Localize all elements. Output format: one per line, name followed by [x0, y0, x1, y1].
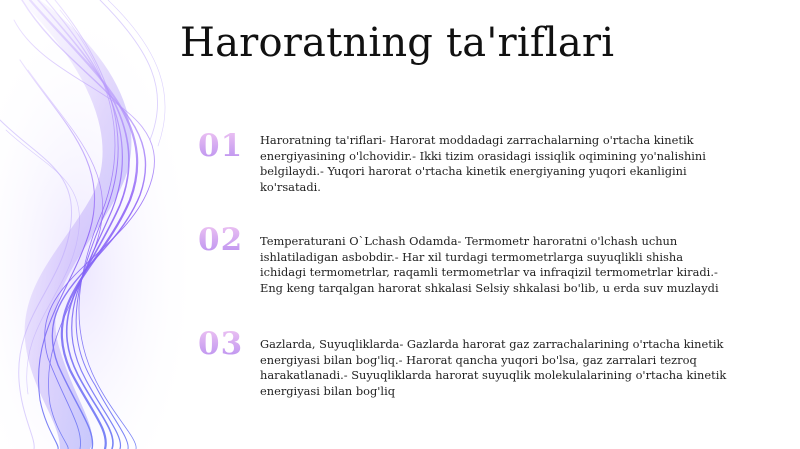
item-number-3: 03: [198, 326, 244, 362]
item-text-2: Temperaturani O`Lchash Odamda- Termometr haroratni o'lchash uchun ishlatiladigan asbobdir.- Har xil turdagi termometrlarga suyuqlikli shisha ichidagi termometrlar, raqamli termometrlar va infraqizil termometrlar kiradi.- Eng keng tarqalgan harorat shkalasi Selsiy shkalasi bo'lib, u erda suv muzlaydi: [260, 234, 719, 295]
item-text-1: Haroratning ta'riflari- Harorat moddadagi zarrachalarning o'rtacha kinetik energiyasining o'lchovidir.- Ikki tizim orasidagi issiqlik oqimining yo'nalishini belgilaydi.- Yuqori harorat o'rtacha kinetik energiyaning yuqori ekanligini ko'rsatadi.: [260, 133, 706, 194]
slide-title: Haroratning ta'riflari: [180, 20, 615, 66]
item-number-2: 02: [198, 222, 244, 258]
abstract-wave-decoration: [0, 0, 200, 449]
item-number-1: 01: [198, 128, 244, 164]
item-text-3: Gazlarda, Suyuqliklarda- Gazlarda harorat gaz zarrachalarining o'rtacha kinetik energiyasi bilan bog'liq.- Harorat qancha yuqori bo'lsa, gaz zarralari tezroq harakatlanadi.- Suyuqliklarda harorat suyuqlik molekulalarining o'rtacha kinetik energiyasi bilan bog'liq: [260, 337, 727, 398]
